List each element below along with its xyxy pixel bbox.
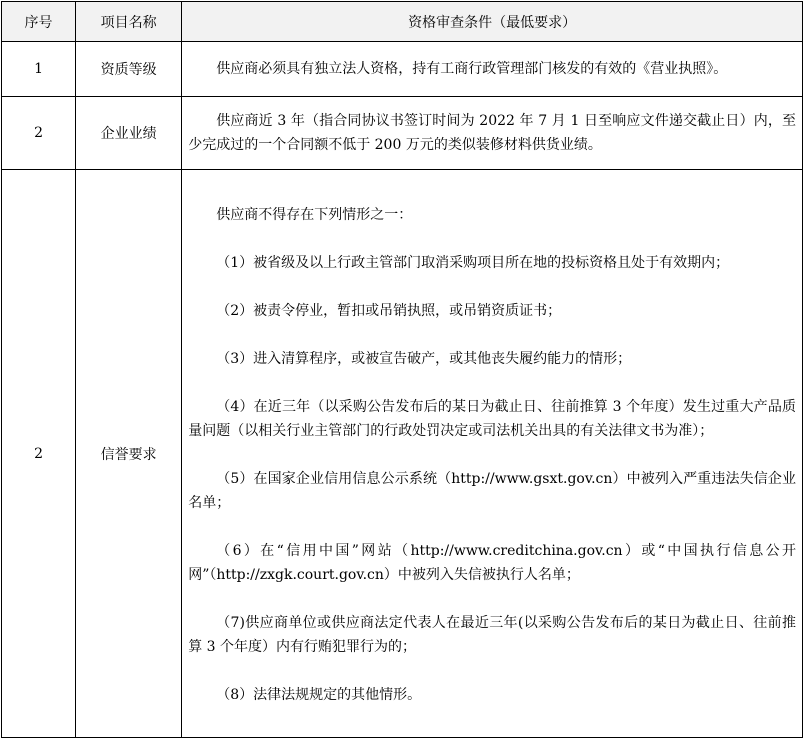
row-conditions [182,42,803,97]
condition-paragraph: 供应商必须具有独立法人资格，持有工商行政管理部门核发的有效的《营业执照》。 [216,61,728,77]
table-header-row [2,2,803,42]
condition-paragraph: 供应商不得存在下列情形之一： [216,206,413,223]
table-row [2,97,803,170]
row-serial-number: 1 [2,42,76,97]
header-conditions: 资格审查条件（最低要求） [182,2,803,42]
row-serial-number: 2 [2,170,76,738]
header-serial-number: 序号 [2,2,76,42]
condition-paragraph: （2）被责令停业，暂扣或吊销执照，或吊销资质证书； [216,302,562,319]
condition-paragraph: （5）在国家企业信用信息公示系统（http://www.gsxt.gov.cn）中被列入严重违法失信企业名单； [188,470,796,511]
qualification-table [1,1,803,738]
condition-paragraph: （3）进入清算程序，或被宣告破产，或其他丧失履约能力的情形； [216,350,632,367]
row-conditions [182,170,803,738]
row-item-name: 资质等级 [76,42,182,97]
table-row [2,42,803,97]
condition-paragraph: （6）在“信用中国”网站（http://www.creditchina.gov.cn）或“中国执行信息公开网”（http://zxgk.court.gov.cn）中被列入失信被执行人名单； [188,542,796,583]
header-item-name: 项目名称 [76,2,182,42]
condition-paragraph: （4）在近三年（以采购公告发布后的某日为截止日、往前推算 3 个年度）发生过重大产品质量问题（以相关行业主管部门的行政处罚决定或司法机关出具的有关法律文书为准）； [188,398,796,439]
row-item-name: 企业业绩 [76,97,182,170]
row-serial-number: 2 [2,97,76,170]
row-conditions [182,97,803,170]
condition-paragraph: （7)供应商单位或供应商法定代表人在最近三年(以采购公告发布后的某日为截止日、往前推算 3 个年度）内有行贿犯罪行为的； [188,614,796,655]
row-item-name: 信誉要求 [76,170,182,738]
condition-paragraph: 供应商近 3 年（指合同协议书签订时间为 2022 年 7 月 1 日至响应文件递交截止日）内，至少完成过的一个合同额不低于 200 万元的类似装修材料供货业绩。 [188,113,796,153]
table-row [2,170,803,738]
condition-paragraph: （1）被省级及以上行政主管部门取消采购项目所在地的投标资格且处于有效期内； [216,254,730,271]
condition-paragraph: （8）法律法规规定的其他情形。 [216,686,422,703]
